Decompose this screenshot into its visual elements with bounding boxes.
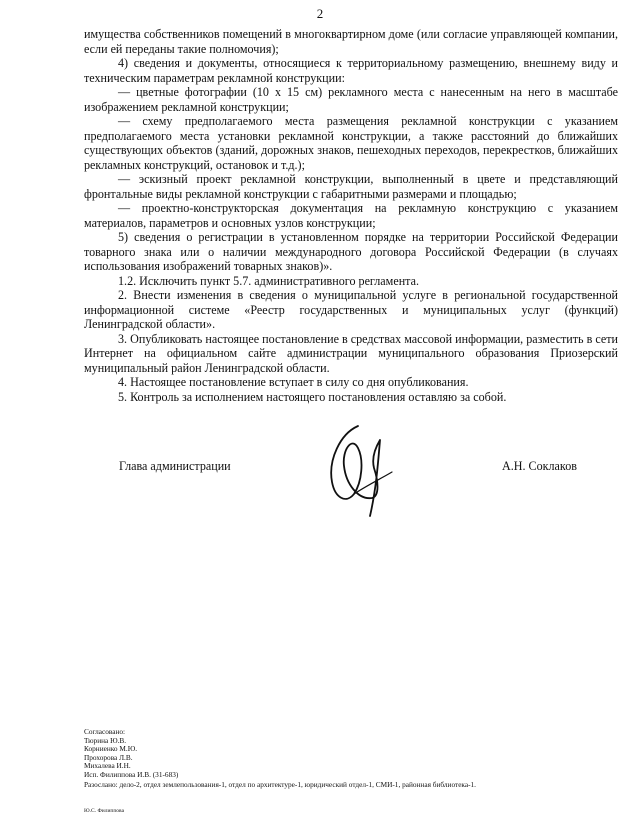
approver: Корниенко М.Ю. <box>84 744 138 754</box>
paragraph: 5. Контроль за исполнением настоящего постановления оставляю за собой. <box>118 389 507 404</box>
approver: Прохорова Л.В. <box>84 752 133 762</box>
paragraph: 4. Настоящее постановление вступает в силу со дня опубликования. <box>118 375 469 389</box>
distribution-list: Разослано: дело-2, отдел землепользования-1, отдел по архитектуре-1, юридический отдел-1, СМИ-1, районная библиотека-1. <box>84 780 477 789</box>
paragraph: 3. Опубликовать настоящее постановление в средствах массовой информации, разместить в сети Интернет на официальном сайте администрации муниципального образования Приозерский муниципальный район Ленинградской области. <box>84 331 618 375</box>
paragraph: — цветные фотографии (10 х 15 см) рекламного места с нанесенным на него в масштабе изображением рекламной конструкции; <box>84 85 618 114</box>
approval-heading: Согласовано: <box>84 727 126 736</box>
approver: Тюрина Ю.В. <box>84 735 127 745</box>
executor: Исп. Филиппова И.В. (31-683) <box>84 769 179 779</box>
page-number: 2 <box>316 6 324 21</box>
signatory-title: Глава администрации <box>119 459 231 473</box>
paragraph: 1.2. Исключить пункт 5.7. административного регламента. <box>118 273 419 288</box>
paragraph: — схему предполагаемого места размещения рекламной конструкции с указанием предполагаемого места установки рекламной конструкции, а также расстояний до ближайших существующих объектов (зданий, дорожных знаков, пешеходных переходов, перекрестков, ближайших рекламных конструкций, остановок и т.д.); <box>84 114 618 172</box>
handwritten-signature <box>318 420 396 520</box>
signatory-name: А.Н. Соклаков <box>502 459 577 473</box>
document-body <box>84 27 618 404</box>
approver: Михалева И.Н. <box>84 761 131 771</box>
paragraph: — эскизный проект рекламной конструкции, выполненный в цвете и представляющий фронтальные виды рекламной конструкции с габаритными размерами и площадью; <box>84 172 618 201</box>
copy-mark: Ю.С. Филиппова <box>84 808 125 814</box>
paragraph: 5) сведения о регистрации в установленном порядке на территории Российской Федерации товарного знака или о наличии международного договора Российской Федерации (в случаях использования изображений товарных знаков)». <box>84 230 618 273</box>
paragraph: 2. Внести изменения в сведения о муниципальной услуге в региональной государственной информационной системе «Реестр государственных и муниципальных услуг (функций) Ленинградской области». <box>84 288 618 331</box>
paragraph: имущества собственников помещений в многоквартирном доме (или согласие управляющей компании, если ей переданы такие полномочия); <box>84 27 618 56</box>
approval-list <box>84 728 178 780</box>
paragraph: — проектно-конструкторская документация на рекламную конструкцию с указанием материалов, параметров и основных узлов конструкции; <box>84 201 618 230</box>
paragraph: 4) сведения и документы, относящиеся к территориальному размещению, внешнему виду и техническим параметрам рекламной конструкции: <box>84 56 618 85</box>
